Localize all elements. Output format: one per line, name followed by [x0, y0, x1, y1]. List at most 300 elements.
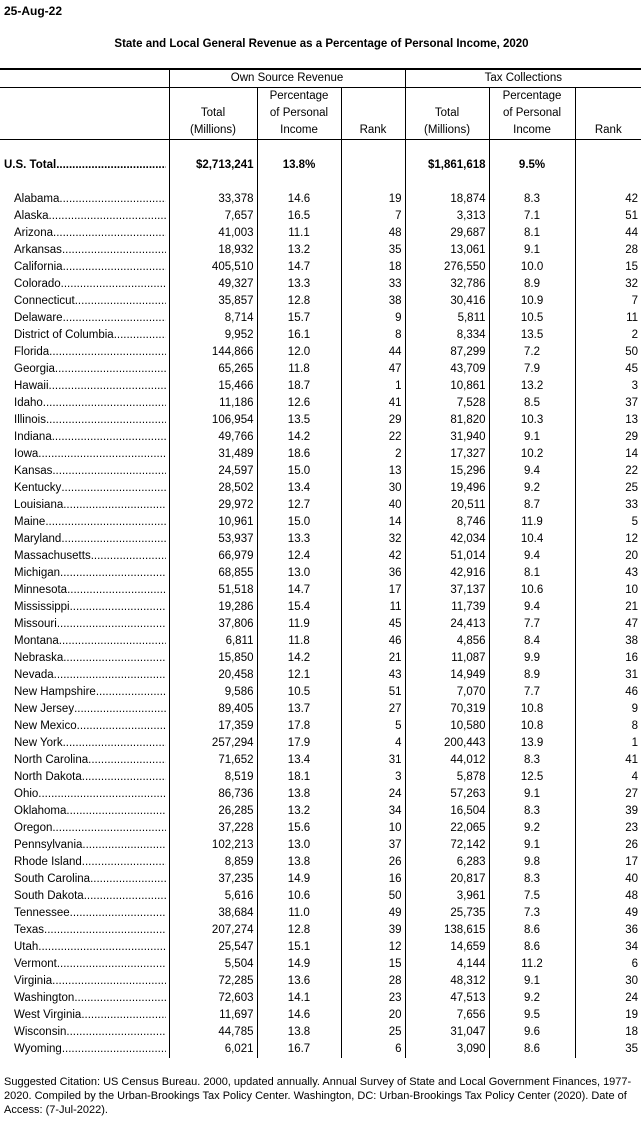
tax-pct: 9.1: [489, 837, 575, 854]
table-row: [0, 650, 641, 667]
own-rank: 16: [341, 871, 405, 888]
own-rank: 19: [341, 191, 405, 208]
tax-pct: 10.8: [489, 718, 575, 735]
table-row: [0, 446, 641, 463]
spacer-row: [0, 174, 641, 191]
own-total: 9,952: [169, 327, 257, 344]
state-label: Arkansas: [14, 244, 62, 256]
subheader-row-1: [0, 88, 641, 106]
own-pct: 15.1: [257, 939, 341, 956]
own-total: 86,736: [169, 786, 257, 803]
tax-rank: 1: [575, 735, 641, 752]
own-rank: 10: [341, 820, 405, 837]
own-total: 26,285: [169, 803, 257, 820]
tax-rank: 35: [575, 1041, 641, 1058]
state-label: South Dakota: [14, 890, 84, 902]
tax-pct: 10.2: [489, 446, 575, 463]
own-rank: 15: [341, 956, 405, 973]
state-label: Maine: [14, 516, 46, 528]
own-pct: 11.1: [257, 225, 341, 242]
tax-pct: 9.2: [489, 480, 575, 497]
state-name: [0, 786, 169, 803]
state-name: [0, 565, 169, 582]
tax-total: 72,142: [405, 837, 489, 854]
own-total: 41,003: [169, 225, 257, 242]
table-row: [0, 480, 641, 497]
total-header-line2: (Millions): [405, 122, 489, 140]
tax-total: 51,014: [405, 548, 489, 565]
state-name: [0, 344, 169, 361]
own-pct: 18.7: [257, 378, 341, 395]
own-pct: 14.1: [257, 990, 341, 1007]
tax-pct: 7.2: [489, 344, 575, 361]
state-label: Indiana: [14, 431, 52, 443]
state-label: Oklahoma: [14, 805, 67, 817]
own-pct: 12.8: [257, 922, 341, 939]
citation: Suggested Citation: US Census Bureau. 2000, updated annually. Annual Survey of State and Local Government Finances, 1977-2020. Compiled by the Urban-Brookings Tax Policy Center. Washington, DC: Urban-Brookings Tax Policy Center (2020). Date of Access: (7-Jul-2022).: [4, 1076, 632, 1116]
tax-rank: 2: [575, 327, 641, 344]
state-name: [0, 378, 169, 395]
own-total: 66,979: [169, 548, 257, 565]
own-pct: 14.9: [257, 871, 341, 888]
own-rank: 51: [341, 684, 405, 701]
pct-header-line2: of Personal: [489, 105, 575, 122]
tax-pct: 8.4: [489, 633, 575, 650]
table-row: [0, 1007, 641, 1024]
tax-rank: 26: [575, 837, 641, 854]
tax-total: 18,874: [405, 191, 489, 208]
us-tax-rank: [575, 157, 641, 174]
state-label: Alabama: [14, 193, 60, 205]
table-row: [0, 582, 641, 599]
tax-total: 3,313: [405, 208, 489, 225]
table-row: [0, 429, 641, 446]
own-rank: 46: [341, 633, 405, 650]
table-row: [0, 803, 641, 820]
pct-header-line3: Income: [257, 122, 341, 140]
own-pct: 12.8: [257, 293, 341, 310]
us-own-pct: 13.8%: [257, 157, 341, 174]
state-label: Alaska: [14, 210, 49, 222]
own-rank: 30: [341, 480, 405, 497]
own-rank: 43: [341, 667, 405, 684]
table-row: [0, 310, 641, 327]
state-label: Utah: [14, 941, 39, 953]
tax-rank: 5: [575, 514, 641, 531]
state-label: North Carolina: [14, 754, 89, 766]
table-row: [0, 531, 641, 548]
tax-pct: 10.0: [489, 259, 575, 276]
own-total: 6,811: [169, 633, 257, 650]
tax-pct: 9.1: [489, 429, 575, 446]
tax-rank: 34: [575, 939, 641, 956]
tax-total: 11,087: [405, 650, 489, 667]
tax-pct: 9.4: [489, 548, 575, 565]
group-own-source: Own Source Revenue: [169, 69, 405, 88]
state-label: New York: [14, 737, 63, 749]
tax-rank: 16: [575, 650, 641, 667]
state-name: [0, 225, 169, 242]
state-name: [0, 701, 169, 718]
table-row: [0, 208, 641, 225]
state-name: [0, 956, 169, 973]
own-rank: 32: [341, 531, 405, 548]
own-total: 29,972: [169, 497, 257, 514]
state-label: Illinois: [14, 414, 46, 426]
state-name: [0, 395, 169, 412]
tax-pct: 7.3: [489, 905, 575, 922]
table-row: [0, 548, 641, 565]
own-total: 8,519: [169, 769, 257, 786]
tax-pct: 8.7: [489, 497, 575, 514]
state-name: [0, 412, 169, 429]
state-label: Delaware: [14, 312, 63, 324]
own-pct: 16.7: [257, 1041, 341, 1058]
tax-rank: 39: [575, 803, 641, 820]
own-total: 72,285: [169, 973, 257, 990]
own-rank: 39: [341, 922, 405, 939]
state-name: [0, 327, 169, 344]
state-label: Florida: [14, 346, 50, 358]
table-row: [0, 293, 641, 310]
tax-rank: 30: [575, 973, 641, 990]
state-label: Washington: [14, 992, 75, 1004]
tax-total: 31,940: [405, 429, 489, 446]
state-name: [0, 276, 169, 293]
state-name: [0, 429, 169, 446]
state-label: Massachusetts: [14, 550, 91, 562]
own-rank: 28: [341, 973, 405, 990]
table-row: [0, 939, 641, 956]
tax-total: 22,065: [405, 820, 489, 837]
own-total: 17,359: [169, 718, 257, 735]
table-row: [0, 769, 641, 786]
table-row: [0, 701, 641, 718]
tax-rank: 4: [575, 769, 641, 786]
state-name: [0, 1041, 169, 1058]
tax-total: 43,709: [405, 361, 489, 378]
tax-total: 29,687: [405, 225, 489, 242]
tax-pct: 9.1: [489, 786, 575, 803]
tax-rank: 37: [575, 395, 641, 412]
state-name: [0, 820, 169, 837]
state-label: Wyoming: [14, 1043, 62, 1055]
own-pct: 14.2: [257, 650, 341, 667]
state-name: [0, 990, 169, 1007]
own-total: 11,697: [169, 1007, 257, 1024]
own-rank: 2: [341, 446, 405, 463]
tax-pct: 7.9: [489, 361, 575, 378]
tax-total: 81,820: [405, 412, 489, 429]
own-rank: 47: [341, 361, 405, 378]
state-label: South Carolina: [14, 873, 91, 885]
tax-rank: 14: [575, 446, 641, 463]
group-tax-collections: Tax Collections: [405, 69, 641, 88]
tax-pct: 9.5: [489, 1007, 575, 1024]
tax-rank: 15: [575, 259, 641, 276]
own-rank: 27: [341, 701, 405, 718]
tax-pct: 7.5: [489, 888, 575, 905]
own-total: 28,502: [169, 480, 257, 497]
own-pct: 13.0: [257, 837, 341, 854]
own-pct: 15.6: [257, 820, 341, 837]
own-rank: 5: [341, 718, 405, 735]
tax-rank: 19: [575, 1007, 641, 1024]
rank-header: Rank: [341, 122, 405, 140]
state-label: Louisiana: [14, 499, 64, 511]
table-row: [0, 361, 641, 378]
state-label: Pennsylvania: [14, 839, 83, 851]
tax-total: 16,504: [405, 803, 489, 820]
own-pct: 13.3: [257, 531, 341, 548]
tax-pct: 9.8: [489, 854, 575, 871]
table-row: [0, 905, 641, 922]
state-name: [0, 361, 169, 378]
state-name: [0, 769, 169, 786]
state-label: Oregon: [14, 822, 53, 834]
own-total: 49,327: [169, 276, 257, 293]
state-label: Michigan: [14, 567, 61, 579]
state-name: [0, 735, 169, 752]
table-row: [0, 616, 641, 633]
us-tax-pct: 9.5%: [489, 157, 575, 174]
own-pct: 11.8: [257, 633, 341, 650]
table-row: [0, 871, 641, 888]
state-name: [0, 1007, 169, 1024]
state-label: Montana: [14, 635, 59, 647]
table-row: [0, 718, 641, 735]
tax-total: 11,739: [405, 599, 489, 616]
own-rank: 6: [341, 1041, 405, 1058]
own-pct: 18.6: [257, 446, 341, 463]
tax-total: 42,916: [405, 565, 489, 582]
own-total: 24,597: [169, 463, 257, 480]
table-row: [0, 786, 641, 803]
tax-rank: 45: [575, 361, 641, 378]
tax-total: 57,263: [405, 786, 489, 803]
own-total: 5,504: [169, 956, 257, 973]
own-total: 106,954: [169, 412, 257, 429]
tax-pct: 13.9: [489, 735, 575, 752]
own-total: 15,466: [169, 378, 257, 395]
table-row: [0, 259, 641, 276]
state-name: [0, 480, 169, 497]
tax-pct: 8.1: [489, 565, 575, 582]
own-total: 15,850: [169, 650, 257, 667]
state-label: Texas: [14, 924, 45, 936]
tax-rank: 32: [575, 276, 641, 293]
own-total: 68,855: [169, 565, 257, 582]
revenue-table: [0, 68, 641, 1058]
tax-rank: 50: [575, 344, 641, 361]
tax-pct: 10.8: [489, 701, 575, 718]
state-name: [0, 837, 169, 854]
tax-total: 13,061: [405, 242, 489, 259]
tax-pct: 7.1: [489, 208, 575, 225]
total-header-line2: (Millions): [169, 122, 257, 140]
own-total: 31,489: [169, 446, 257, 463]
tax-total: 276,550: [405, 259, 489, 276]
tax-total: 14,949: [405, 667, 489, 684]
own-total: 7,657: [169, 208, 257, 225]
tax-pct: 9.2: [489, 820, 575, 837]
tax-total: 70,319: [405, 701, 489, 718]
tax-pct: 10.5: [489, 310, 575, 327]
own-rank: 50: [341, 888, 405, 905]
own-rank: 23: [341, 990, 405, 1007]
state-name: [0, 973, 169, 990]
table-row: [0, 412, 641, 429]
own-rank: 31: [341, 752, 405, 769]
pct-header-line3: Income: [489, 122, 575, 140]
own-pct: 14.6: [257, 1007, 341, 1024]
state-label: Kansas: [14, 465, 53, 477]
tax-total: 5,878: [405, 769, 489, 786]
own-total: 8,859: [169, 854, 257, 871]
state-label: Iowa: [14, 448, 39, 460]
state-name: [0, 888, 169, 905]
own-pct: 16.1: [257, 327, 341, 344]
own-pct: 13.4: [257, 480, 341, 497]
own-total: 44,785: [169, 1024, 257, 1041]
tax-total: 48,312: [405, 973, 489, 990]
table-row: [0, 276, 641, 293]
pct-header-line1: Percentage: [489, 88, 575, 106]
own-pct: 13.7: [257, 701, 341, 718]
own-total: 144,866: [169, 344, 257, 361]
own-total: 65,265: [169, 361, 257, 378]
tax-rank: 17: [575, 854, 641, 871]
own-pct: 10.5: [257, 684, 341, 701]
tax-pct: 9.1: [489, 973, 575, 990]
tax-pct: 10.9: [489, 293, 575, 310]
state-label: Georgia: [14, 363, 55, 375]
tax-total: 15,296: [405, 463, 489, 480]
tax-total: 14,659: [405, 939, 489, 956]
tax-total: 7,528: [405, 395, 489, 412]
tax-rank: 11: [575, 310, 641, 327]
own-rank: 44: [341, 344, 405, 361]
state-label: Nebraska: [14, 652, 64, 664]
own-pct: 13.6: [257, 973, 341, 990]
tax-pct: 12.5: [489, 769, 575, 786]
table-row: [0, 956, 641, 973]
own-total: 20,458: [169, 667, 257, 684]
own-pct: 15.0: [257, 514, 341, 531]
state-name: [0, 752, 169, 769]
own-rank: 7: [341, 208, 405, 225]
state-name: [0, 463, 169, 480]
own-total: 38,684: [169, 905, 257, 922]
tax-pct: 8.6: [489, 939, 575, 956]
own-pct: 14.7: [257, 259, 341, 276]
state-label: Ohio: [14, 788, 39, 800]
state-name: [0, 633, 169, 650]
tax-rank: 41: [575, 752, 641, 769]
tax-rank: 7: [575, 293, 641, 310]
subheader-row-2: [0, 105, 641, 122]
own-rank: 17: [341, 582, 405, 599]
tax-pct: 10.3: [489, 412, 575, 429]
tax-rank: 8: [575, 718, 641, 735]
tax-pct: 9.4: [489, 599, 575, 616]
state-label: Vermont: [14, 958, 57, 970]
own-total: 72,603: [169, 990, 257, 1007]
table-row: [0, 599, 641, 616]
own-pct: 12.0: [257, 344, 341, 361]
state-name: [0, 718, 169, 735]
own-total: 89,405: [169, 701, 257, 718]
tax-total: 87,299: [405, 344, 489, 361]
spacer-row: [0, 140, 641, 158]
own-rank: 35: [341, 242, 405, 259]
tax-pct: 8.3: [489, 191, 575, 208]
state-name: [0, 684, 169, 701]
own-rank: 33: [341, 276, 405, 293]
table-row: [0, 191, 641, 208]
tax-total: 19,496: [405, 480, 489, 497]
own-total: 33,378: [169, 191, 257, 208]
own-pct: 13.8: [257, 1024, 341, 1041]
tax-rank: 12: [575, 531, 641, 548]
own-pct: 11.0: [257, 905, 341, 922]
group-header-row: [0, 69, 641, 88]
state-name: [0, 293, 169, 310]
own-rank: 4: [341, 735, 405, 752]
tax-total: 20,817: [405, 871, 489, 888]
state-label: Maryland: [14, 533, 62, 545]
tax-total: 200,443: [405, 735, 489, 752]
tax-pct: 8.3: [489, 803, 575, 820]
tax-total: 30,416: [405, 293, 489, 310]
state-name: [0, 191, 169, 208]
tax-total: 10,861: [405, 378, 489, 395]
own-rank: 3: [341, 769, 405, 786]
own-pct: 17.9: [257, 735, 341, 752]
tax-rank: 13: [575, 412, 641, 429]
state-name: [0, 208, 169, 225]
own-rank: 41: [341, 395, 405, 412]
state-label: Kentucky: [14, 482, 62, 494]
state-name: [0, 905, 169, 922]
own-total: 37,228: [169, 820, 257, 837]
table-row: [0, 565, 641, 582]
tax-pct: 13.2: [489, 378, 575, 395]
own-rank: 22: [341, 429, 405, 446]
state-name: [0, 650, 169, 667]
own-pct: 13.5: [257, 412, 341, 429]
own-total: 19,286: [169, 599, 257, 616]
tax-rank: 21: [575, 599, 641, 616]
tax-total: 10,580: [405, 718, 489, 735]
tax-total: 47,513: [405, 990, 489, 1007]
tax-rank: 36: [575, 922, 641, 939]
state-label: Rhode Island: [14, 856, 82, 868]
state-name: [0, 803, 169, 820]
own-pct: 12.4: [257, 548, 341, 565]
own-pct: 15.7: [257, 310, 341, 327]
state-name: [0, 616, 169, 633]
own-total: 53,937: [169, 531, 257, 548]
own-total: 405,510: [169, 259, 257, 276]
tax-pct: 9.2: [489, 990, 575, 1007]
state-name: [0, 854, 169, 871]
tax-rank: 28: [575, 242, 641, 259]
own-rank: 38: [341, 293, 405, 310]
state-name: [0, 310, 169, 327]
own-pct: 13.3: [257, 276, 341, 293]
rank-header: Rank: [575, 122, 641, 140]
